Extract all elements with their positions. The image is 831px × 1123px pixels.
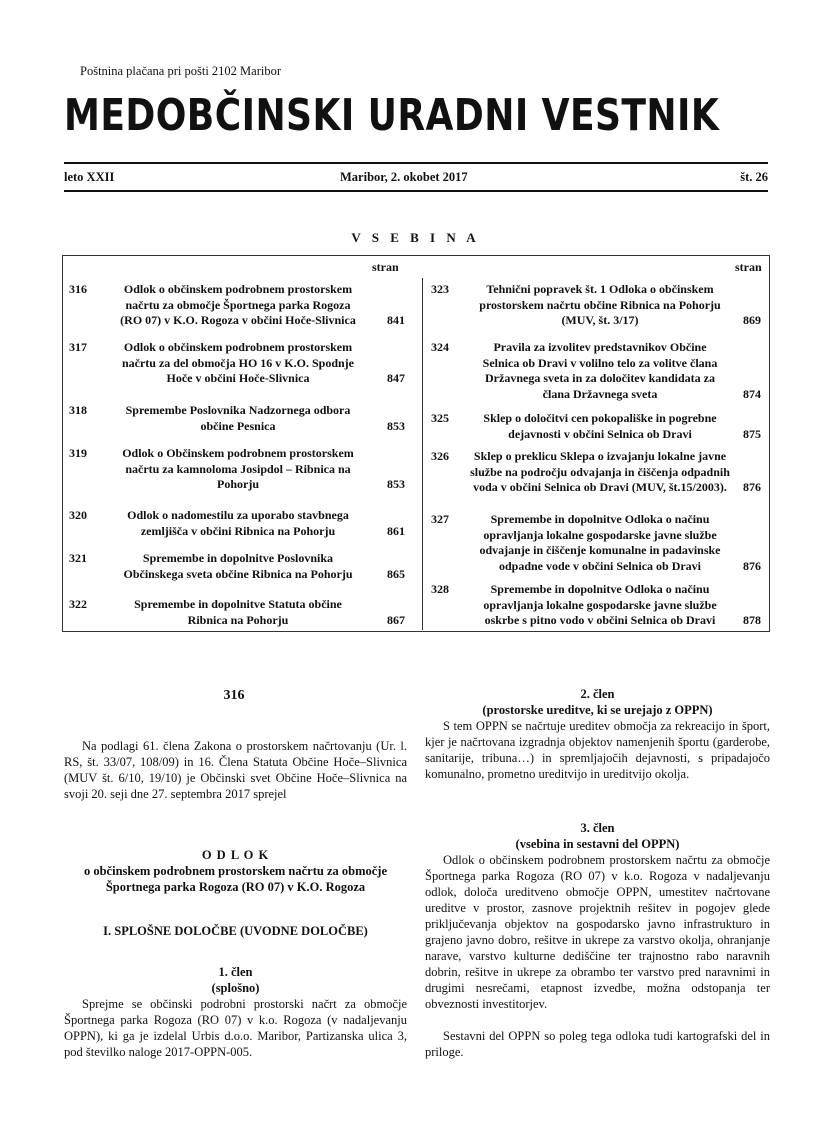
entry-title-line: prostorskem načrtu občine Ribnica na Pohorju [479, 297, 721, 312]
entry-title-line: (RO 07) v K.O. Rogoza v občini Hoče-Slivnica [120, 313, 356, 327]
postage-note: Poštnina plačana pri pošti 2102 Maribor [80, 64, 282, 78]
entry-title [459, 582, 741, 629]
clause-1-heading: 1. člen [218, 965, 253, 979]
contents-entry [69, 446, 409, 493]
entry-number: 317 [69, 340, 87, 354]
contents-entry [431, 449, 767, 496]
contents-entry [69, 551, 409, 582]
entry-page-number: 867 [387, 612, 405, 627]
contents-entry [431, 411, 767, 442]
entry-page-number: 876 [743, 480, 761, 494]
decree-subtitle-2: Športnega parka Rogoza (RO 07) v K.O. Rogoza [105, 880, 366, 894]
entry-number: 325 [431, 411, 449, 425]
entry-title-line: opravljanja lokalne gospodarske javne službe [483, 527, 717, 542]
entry-title-line: Spremembe in dopolnitve Poslovnika [142, 551, 334, 565]
entry-page-number: 853 [387, 477, 405, 491]
publication-title: MEDOBČINSKI URADNI VESTNIK [64, 90, 720, 141]
entry-title [99, 508, 377, 539]
entry-title-line: načrtu za del območja HO 16 v K.O. Spodnje [121, 355, 354, 370]
entry-title-line: Pravila za izvolitev predstavnikov Občine [493, 340, 707, 354]
entry-title [459, 282, 741, 329]
clause-3-subheading: (vsebina in sestavni del OPPN) [515, 837, 680, 851]
column-divider [422, 278, 423, 630]
contents-entry [431, 582, 767, 629]
entry-number: 324 [431, 340, 449, 354]
entry-title-line: načrtu za območje Športnega parka Rogoza [125, 297, 351, 312]
entry-title [459, 449, 741, 496]
issue-number: št. 26 [740, 170, 768, 184]
entry-page-number: 869 [743, 313, 761, 327]
entry-page-number: 878 [743, 613, 761, 627]
header-rule-bottom [64, 190, 768, 192]
entry-number: 316 [69, 282, 87, 296]
entry-title-line: Hoče v občini Hoče-Slivnica [166, 371, 310, 385]
clause-2-subheading: (prostorske ureditve, ki se urejajo z OPPN) [482, 703, 713, 717]
entry-title-line: Odlok o občinskem podrobnem prostorskem [123, 282, 353, 296]
decree-title: O D L O K [201, 848, 270, 862]
entry-title-line: Selnica ob Dravi v volilno telo za volitve člana [482, 355, 718, 370]
entry-title-line: odpadne vode v občini Selnica ob Dravi [498, 558, 702, 573]
entry-title-line: Spremembe in dopolnitve Odloka o načinu [490, 512, 710, 526]
entry-title-line: Spremembe in dopolnitve Odloka o načinu [490, 582, 710, 596]
clause-3-heading: 3. člen [580, 821, 615, 835]
article-number: 316 [223, 688, 245, 703]
contents-entry [69, 597, 409, 628]
entry-title-line: voda v občini Selnica ob Dravi (MUV, št.15/2003). [473, 480, 727, 494]
article-preamble: Na podlagi 61. člena Zakona o prostorskem načrtovanju (Ur. l. RS, št. 33/07, 108/09) in 16. Člena Statuta Občine Hoče–Slivnica (MUV št. 6/10, 19/10) je Občinski svet Občine Hoče–Slivnica na svoji 20. seji dne 27. septembra 2017 sprejel [64, 739, 407, 801]
clause-2-heading: 2. člen [580, 687, 615, 701]
contents-entry [69, 282, 409, 329]
entry-number: 322 [69, 597, 87, 611]
entry-number: 319 [69, 446, 87, 460]
entry-title-line: zemljišča v občini Ribnica na Pohorju [140, 523, 336, 538]
contents-table [62, 255, 770, 632]
entry-page-number: 865 [387, 566, 405, 581]
decree-subtitle-1: o občinskem podrobnem prostorskem načrtu za območje [83, 864, 387, 878]
entry-title [99, 403, 377, 434]
entry-title-line: opravljanja lokalne gospodarske javne službe [483, 597, 717, 612]
entry-number: 321 [69, 551, 87, 565]
contents-entry [69, 508, 409, 539]
entry-title-line: člana Državnega sveta [542, 386, 658, 401]
contents-entry [69, 340, 409, 387]
entry-title [459, 512, 741, 574]
entry-title [99, 282, 377, 329]
contents-entry [431, 340, 767, 402]
entry-title-line: Ribnica na Pohorju [187, 612, 289, 627]
entry-title-line: Odlok o občinskem podrobnem prostorskem [123, 340, 353, 354]
entry-title [459, 411, 741, 442]
entry-title-line: odvajanje in čiščenje komunalne in padavinske [479, 543, 721, 557]
entry-title [99, 340, 377, 387]
entry-title [99, 551, 377, 582]
section-heading: I. SPLOŠNE DOLOČBE (UVODNE DOLOČBE) [103, 924, 368, 938]
entry-title [99, 446, 377, 493]
entry-title-line: Tehnični popravek št. 1 Odloka o občinskem [486, 282, 714, 296]
entry-title-line: občine Pesnica [200, 418, 276, 433]
entry-page-number: 876 [743, 558, 761, 573]
entry-title-line: oskrbe s pitno vodo v občini Selnica ob Dravi [484, 613, 716, 627]
entry-title-line: Sklep o določitvi cen pokopališke in pogrebne [483, 411, 717, 425]
entry-title-line: službe na področju odvajanja in čiščenja odpadnih [470, 464, 730, 479]
clause-2-text: S tem OPPN se načrtuje ureditev območja za rekreacijo in šport, kjer je načrtovana izgradnja objektov namenjenih športu (garderobe, sanitarije, tribuna…) in spremljajočih dejavnosti, s pripadajočo komunalno, prometno ureditvijo in ureditvijo okolja. [425, 719, 770, 781]
entry-title-line: dejavnosti v občini Selnica ob Dravi [508, 426, 692, 441]
entry-page-number: 875 [743, 426, 761, 441]
entry-number: 318 [69, 403, 87, 417]
entry-title-line: Državnega sveta in za določitev kandidata za [485, 371, 715, 385]
entry-number: 320 [69, 508, 87, 522]
entry-title-line: Odlok o nadomestilu za uporabo stavbnega [127, 508, 349, 522]
entry-page-number: 874 [743, 386, 761, 401]
entry-title [99, 597, 377, 628]
entry-page-number: 841 [387, 313, 405, 327]
page-column-label-left: stran [372, 260, 399, 274]
contents-title: V S E B I N A [351, 230, 480, 245]
entry-page-number: 861 [387, 523, 405, 538]
entry-title-line: načrtu za kamnoloma Josipdol – Ribnica na [125, 461, 351, 476]
volume-label: leto XXII [64, 170, 115, 184]
entry-number: 326 [431, 449, 449, 463]
contents-entry [431, 512, 767, 574]
entry-number: 327 [431, 512, 449, 526]
entry-title [459, 340, 741, 402]
clause-3-text: Odlok o občinskem podrobnem prostorskem načrtu za območje Športnega parka Rogoza (RO 07) v k.o. Rogoza v nadaljevanju odlok, določa ureditveno območje OPPN, umestitev načrtovane ureditve v prostor, zasnove projektnih rešitev in pogojev glede priključevanja objektov na gospodarsko javno infrastrukturo in grajeno javno dobro, rešitve in ukrepe za varstvo okolja, ohranjanje narave, varstvo kulturne dediščine ter trajnostno rabo naravnih dobrin, rešitve in ukrepe za obrambo ter varstvo pred naravnimi in drugimi nesrečami, etapnost izvedbe, možna odstopanja ter obveznosti investitorjev. [425, 853, 770, 1011]
issue-date: Maribor, 2. okobet 2017 [340, 170, 468, 184]
entry-number: 323 [431, 282, 449, 296]
entry-title-line: Odlok o Občinskem podrobnem prostorskem [122, 446, 354, 460]
entry-title-line: Občinskega sveta občine Ribnica na Pohorju [123, 566, 353, 581]
clause-1-text: Sprejme se občinski podrobni prostorski načrt za območje Športnega parka Rogoza (RO 07) v k.o. Rogoza (v nadaljevanju OPPN), ki ga je izdelal Urbis d.o.o. Maribor, Partizanska ulica 3, pod številko naloge 2017-OPPN-005. [64, 997, 407, 1059]
entry-title-line: Sklep o preklicu Sklepa o izvajanju lokalne javne [473, 449, 727, 463]
clause-3-text-2: Sestavni del OPPN so poleg tega odloka tudi kartografski del in priloge. [425, 1029, 770, 1059]
contents-entry [69, 403, 409, 434]
entry-title-line: Spremembe Poslovnika Nadzornega odbora [125, 403, 351, 417]
entry-title-line: (MUV, št. 3/17) [561, 313, 639, 327]
entry-page-number: 847 [387, 371, 405, 385]
page-column-label-right: stran [735, 260, 762, 274]
header-rule-top [64, 162, 768, 164]
contents-entry [431, 282, 767, 329]
entry-title-line: Pohorju [217, 477, 259, 491]
clause-1-subheading: (splošno) [211, 981, 260, 995]
entry-number: 328 [431, 582, 449, 596]
entry-title-line: Spremembe in dopolnitve Statuta občine [134, 597, 342, 611]
entry-page-number: 853 [387, 418, 405, 433]
